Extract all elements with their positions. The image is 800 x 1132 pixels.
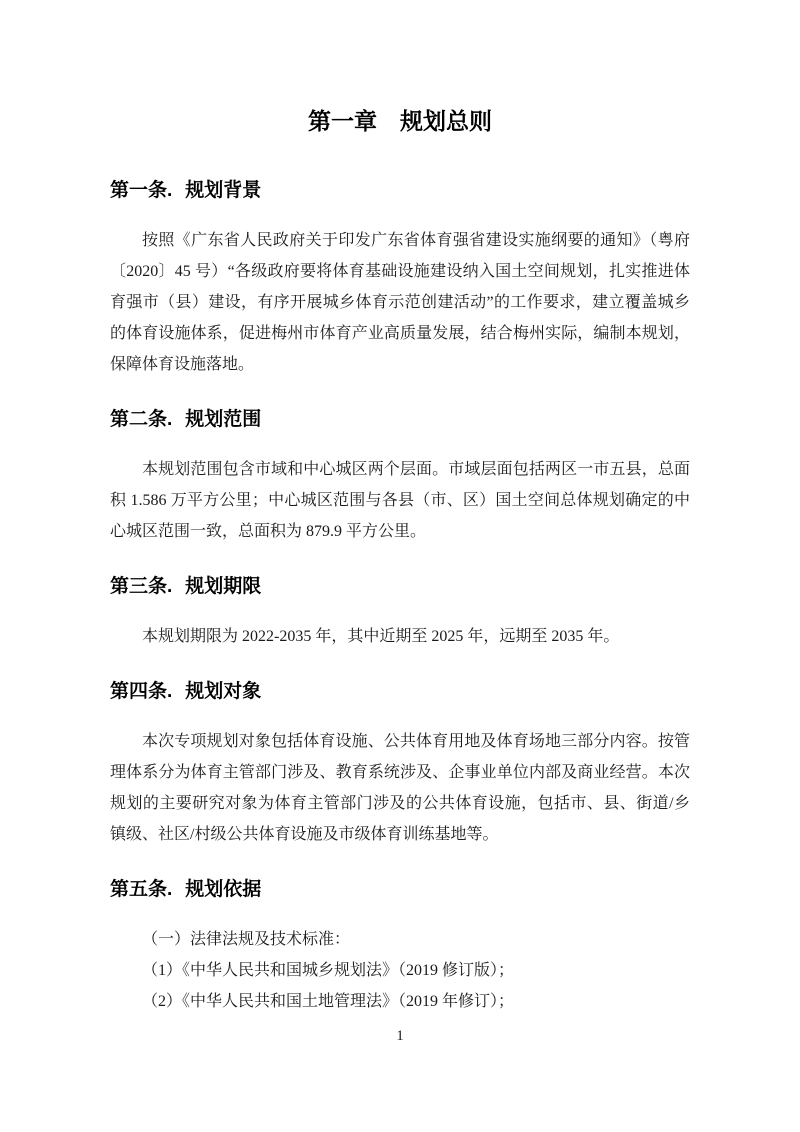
section-3-paragraph: 本规划期限为 2022-2035 年，其中近期至 2025 年，远期至 2035 年。 [142, 628, 620, 645]
section-2-heading [110, 406, 690, 434]
section-planning-basis [110, 876, 690, 1017]
basis-list-category: （一）法律法规及技术标准： [142, 931, 351, 948]
page-number: 1 [396, 1028, 404, 1044]
basis-list-item-1: （1）《中华人民共和国城乡规划法》（2019 修订版）； [142, 962, 515, 979]
section-4-title: 规划对象 [185, 681, 262, 702]
chapter-title: 第一章 规划总则 [308, 108, 492, 134]
section-2-paragraph: 本规划范围包含市域和中心城区两个层面。市域层面包括两区一市五县，总面积 1.586 万平方公里；中心城区范围与各县（市、区）国土空间总体规划确定的中心城区范围一致，总面积为 879.9 平方公里。 [110, 461, 690, 540]
section-planning-objects [110, 678, 690, 850]
section-3-number: 第三条. [110, 576, 173, 597]
section-1-heading [110, 177, 690, 205]
section-1-title: 规划背景 [185, 180, 262, 201]
section-1-number: 第一条. [110, 180, 173, 201]
section-5-title: 规划依据 [185, 879, 262, 900]
section-planning-period [110, 573, 690, 652]
section-3-title: 规划期限 [185, 576, 262, 597]
section-planning-scope [110, 406, 690, 547]
section-2-title: 规划范围 [185, 409, 262, 430]
section-planning-background [110, 177, 690, 380]
section-4-number: 第四条. [110, 681, 173, 702]
basis-list-item-2: （2）《中华人民共和国土地管理法》（2019 年修订）； [142, 993, 515, 1010]
section-2-number: 第二条. [110, 409, 173, 430]
section-5-heading [110, 876, 690, 904]
section-4-heading [110, 678, 690, 706]
section-1-paragraph: 按照《广东省人民政府关于印发广东省体育强省建设实施纲要的通知》（粤府〔2020〕45 号）“各级政府要将体育基础设施建设纳入国土空间规划，扎实推进体育强市（县）建设，有序开展城乡体育示范创建活动”的工作要求，建立覆盖城乡的体育设施体系，促进梅州市体育产业高质量发展，结合梅州实际，编制本规划，保障体育设施落地。 [110, 232, 690, 373]
section-3-heading [110, 573, 690, 601]
section-5-number: 第五条. [110, 879, 173, 900]
section-4-paragraph: 本次专项规划对象包括体育设施、公共体育用地及体育场地三部分内容。按管理体系分为体育主管部门涉及、教育系统涉及、企事业单位内部及商业经营。本次规划的主要研究对象为体育主管部门涉及的公共体育设施，包括市、县、街道/乡镇级、社区/村级公共体育设施及市级体育训练基地等。 [110, 733, 690, 843]
